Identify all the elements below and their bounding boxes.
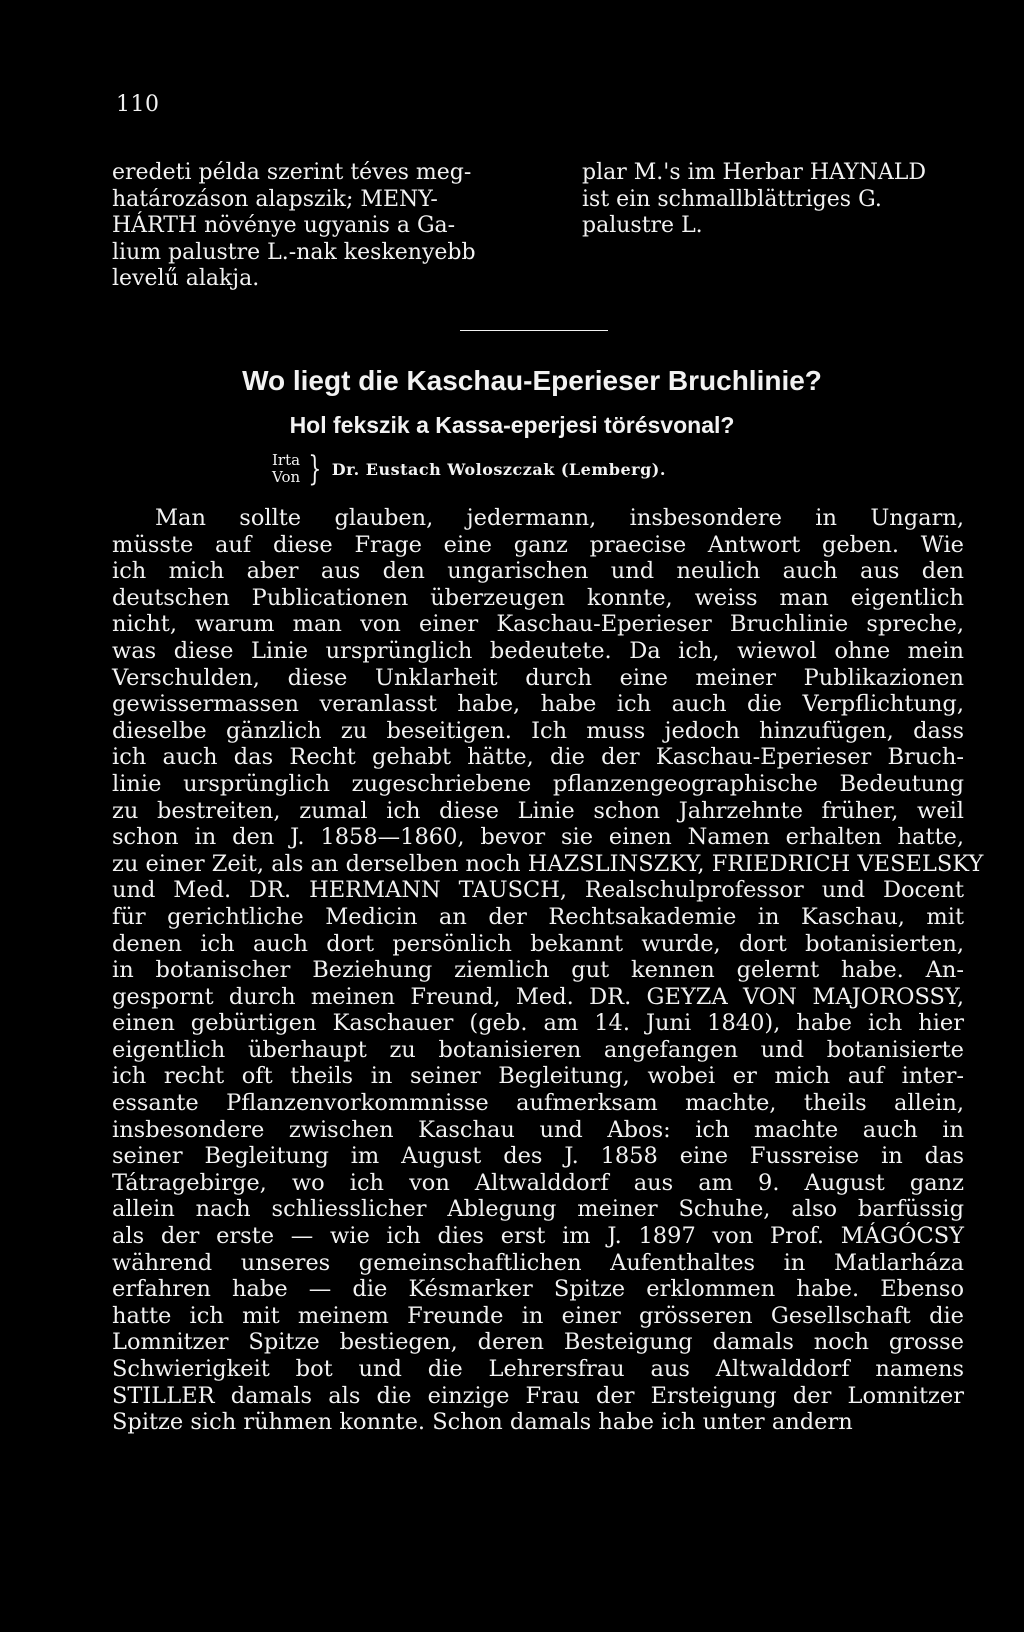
body-line: Spitze sich rühmen konnte. Schon damals habe ich unter andern: [112, 1409, 853, 1436]
byline: [272, 449, 666, 489]
left-column-line: levelű alakja.: [112, 266, 260, 291]
body-line: nicht, warum man von einer Kaschau-Eperieser Bruchlinie spreche,: [112, 611, 964, 638]
body-line: linie ursprünglich zugeschriebene pflanzengeographische Bedeutung: [112, 770, 964, 797]
article-title: Wo liegt die Kaschau-Eperieser Bruchlinie?: [242, 365, 822, 396]
body-line: ich auch das Recht gehabt hätte, die der Kaschau-Eperieser Bruch-: [112, 744, 964, 771]
body-line: gespornt durch meinen Freund, Med. DR. GEYZA VON MAJOROSSY,: [112, 983, 964, 1010]
body-line: dieselbe gänzlich zu beseitigen. Ich muss jedoch hinzufügen, dass: [112, 717, 964, 744]
byline-label-irta: Irta: [272, 451, 301, 469]
body-line: hatte ich mit meinem Freunde in einer grösseren Gesellschaft die: [112, 1302, 964, 1329]
body-line: eigentlich überhaupt zu botanisieren angefangen und botanisierte: [112, 1036, 964, 1063]
body-line: in botanischer Beziehung ziemlich gut kennen gelernt habe. An-: [112, 957, 964, 984]
brace-icon: }: [308, 449, 322, 489]
section-divider: [460, 330, 608, 331]
article-subtitle: Hol fekszik a Kassa-eperjesi törésvonal?: [289, 412, 735, 438]
body-line: was diese Linie ursprünglich bedeutete. Da ich, wiewol ohne mein: [112, 637, 964, 664]
left-column-line: HÁRTH növénye ugyanis a Ga-: [112, 213, 456, 238]
body-line: Tátragebirge, wo ich von Altwalddorf aus am 9. August ganz: [112, 1169, 964, 1196]
body-line: Man sollte glauben, jedermann, insbesondere in Ungarn,: [155, 505, 964, 531]
right-column: [582, 160, 982, 240]
body-line: während unseres gemeinschaftlichen Aufenthaltes in Matlarháza: [112, 1249, 964, 1276]
body-line: erfahren habe — die Késmarker Spitze erklommen habe. Ebenso: [112, 1276, 964, 1303]
right-column-line: palustre L.: [582, 213, 703, 238]
body-line: zu bestreiten, zumal ich diese Linie schon Jahrzehnte früher, weil: [112, 797, 964, 824]
byline-labels: [272, 452, 300, 486]
body-line: zu einer Zeit, als an derselben noch HAZSLINSZKY, FRIEDRICH VESELSKY: [112, 850, 984, 877]
body-line: gewissermassen veranlasst habe, habe ich auch die Verpflichtung,: [112, 691, 964, 718]
body-line: und Med. DR. HERMANN TAUSCH, Realschulprofessor und Docent: [112, 877, 964, 904]
body-line: Lomnitzer Spitze bestiegen, deren Besteigung damals noch grosse: [112, 1329, 964, 1356]
right-column-line: ist ein schmallblättriges G.: [582, 186, 882, 212]
left-column: [112, 160, 522, 293]
body-line: müsste auf diese Frage eine ganz praecise Antwort geben. Wie: [112, 531, 964, 558]
page-number: 110: [116, 92, 160, 117]
right-column-line: plar M.'s im Herbar HAYNALD: [582, 160, 927, 185]
body-line: denen ich auch dort persönlich bekannt wurde, dort botanisierten,: [112, 930, 964, 957]
left-column-line: eredeti példa szerint téves meg-: [112, 160, 472, 185]
body-line: einen gebürtigen Kaschauer (geb. am 14. Juni 1840), habe ich hier: [112, 1010, 964, 1037]
author-name: Dr. Eustach Woloszczak (Lemberg).: [331, 459, 666, 479]
body-line: seiner Begleitung im August des J. 1858 eine Fussreise in das: [112, 1143, 964, 1170]
body-line: allein nach schliesslicher Ablegung meiner Schuhe, also barfüssig: [112, 1196, 964, 1223]
body-line: schon in den J. 1858—1860, bevor sie einen Namen erhalten hatte,: [112, 824, 964, 851]
body-line: für gerichtliche Medicin an der Rechtsakademie in Kaschau, mit: [112, 903, 964, 930]
body-line: als der erste — wie ich dies erst im J. 1897 von Prof. MÁGÓCSY: [112, 1223, 964, 1250]
body-line: deutschen Publicationen überzeugen konnte, weiss man eigentlich: [112, 584, 964, 611]
body-line: Schwierigkeit bot und die Lehrersfrau aus Altwalddorf namens: [112, 1356, 964, 1382]
body-line: insbesondere zwischen Kaschau und Abos: ich machte auch in: [112, 1116, 964, 1143]
body-line: Verschulden, diese Unklarheit durch eine meiner Publikazionen: [112, 664, 964, 691]
article-body: [112, 505, 984, 1436]
left-column-line: határozáson alapszik; MENY-: [112, 186, 438, 212]
left-column-line: lium palustre L.-nak keskenyebb: [112, 239, 476, 265]
body-line: ich mich aber aus den ungarischen und neulich auch aus den: [112, 558, 964, 585]
body-line: essante Pflanzenvorkommnisse aufmerksam machte, theils allein,: [112, 1090, 964, 1117]
body-line: ich recht oft theils in seiner Begleitung, wobei er mich auf inter-: [112, 1063, 964, 1090]
body-line: STILLER damals als die einzige Frau der Ersteigung der Lomnitzer: [112, 1382, 964, 1409]
byline-label-von: Von: [272, 468, 301, 486]
